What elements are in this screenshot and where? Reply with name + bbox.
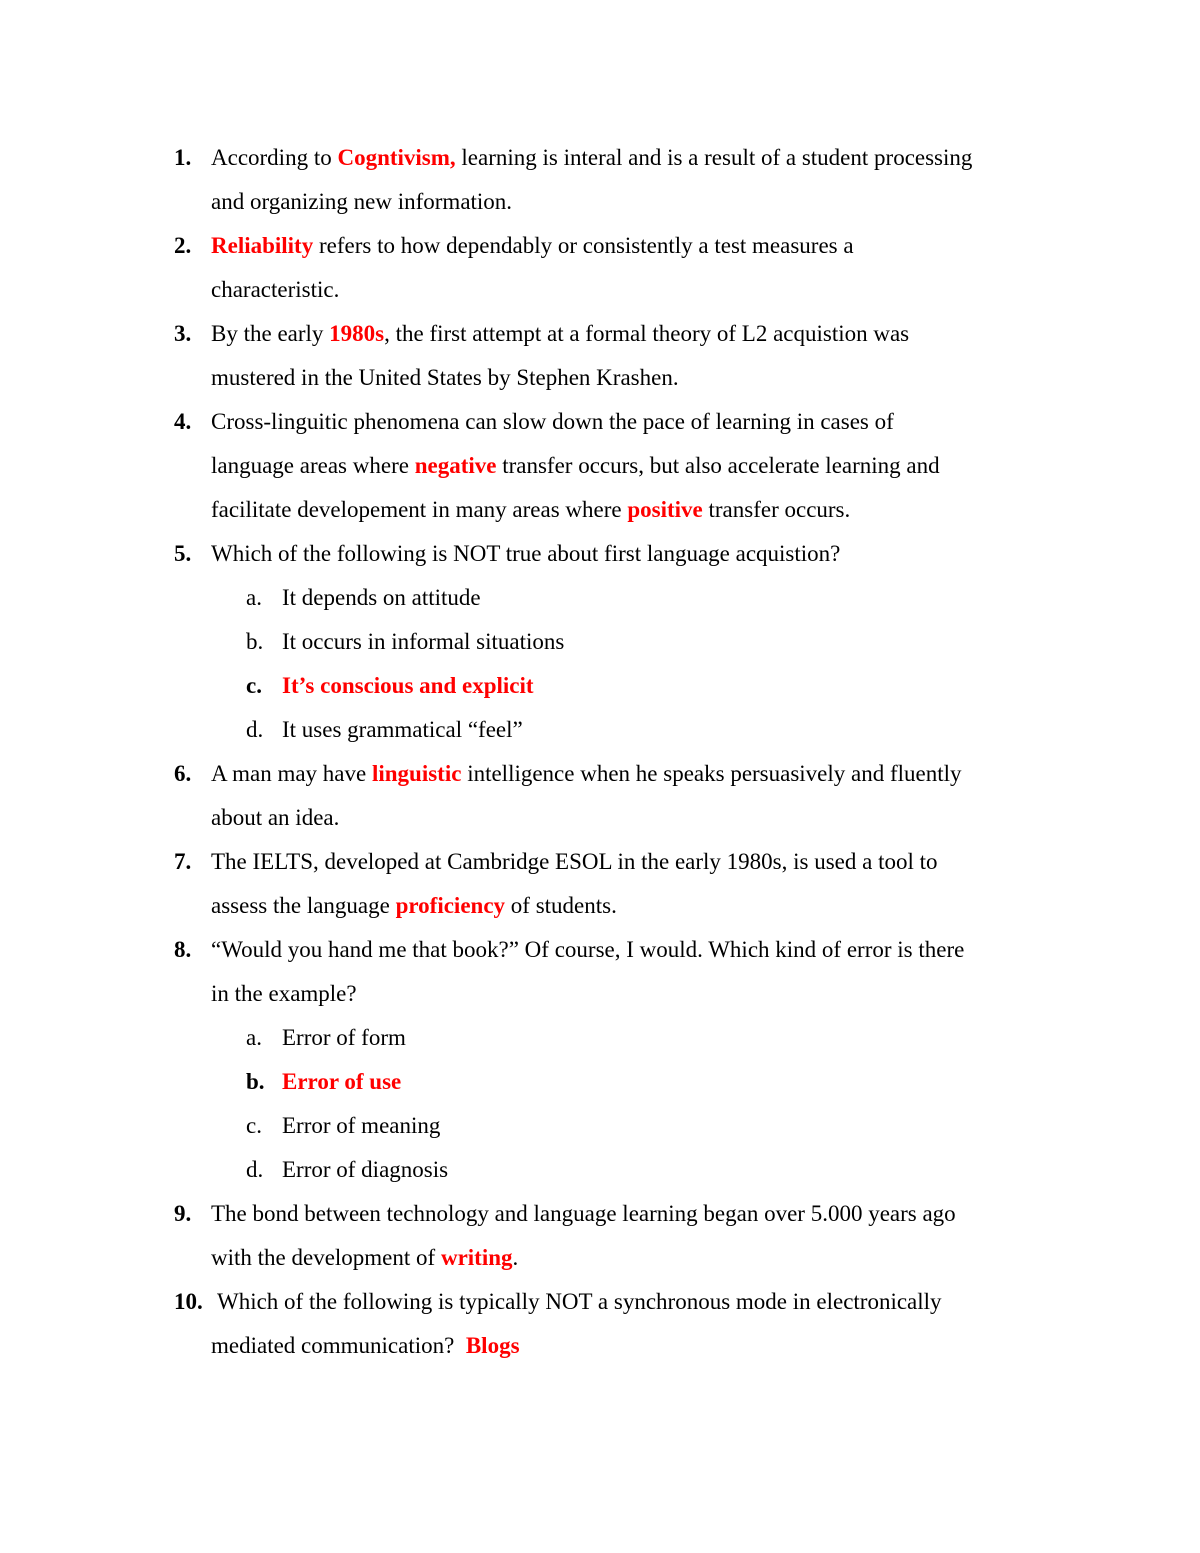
question-number: 8. [174, 937, 192, 962]
option-letter: c. [246, 1113, 262, 1138]
text-segment: of students. [505, 893, 617, 918]
text-segment: According to [211, 145, 338, 170]
question-number: 5. [174, 541, 192, 566]
question-number: 4. [174, 409, 192, 434]
answer-highlight: negative [414, 453, 497, 478]
question-text [211, 1333, 520, 1359]
option-letter: c. [246, 673, 262, 698]
answer-highlight: positive [627, 497, 703, 522]
option-letter: b. [246, 629, 264, 654]
question-text [211, 321, 909, 347]
question-text [211, 145, 972, 171]
text-segment: , the first attempt at a formal theory of L2 acquistion was [384, 321, 910, 346]
text-segment: A man may have [211, 761, 372, 786]
answer-highlight: Blogs [465, 1333, 520, 1358]
question-number: 1. [174, 145, 192, 170]
option-text: It occurs in informal situations [282, 629, 565, 654]
question-number: 3. [174, 321, 192, 346]
question-number: 10. [174, 1289, 203, 1314]
answer-highlight: 1980s [329, 321, 385, 346]
question-text [211, 1245, 518, 1271]
question-text: Which of the following is typically NOT a synchronous mode in electronically [217, 1289, 942, 1314]
question-text: Cross-linguitic phenomena can slow down the pace of learning in cases of [211, 409, 894, 434]
text-segment: learning is interal and is a result of a student processing [455, 145, 973, 170]
text-segment: transfer occurs. [702, 497, 851, 522]
question-text [211, 497, 850, 523]
question-text [211, 233, 854, 259]
option-letter: d. [246, 1157, 264, 1182]
question-text [211, 761, 962, 787]
option-text: It depends on attitude [282, 585, 481, 610]
answer-highlight: proficiency [395, 893, 506, 918]
question-text: The IELTS, developed at Cambridge ESOL in the early 1980s, is used a tool to [211, 849, 938, 874]
option-text: It uses grammatical “feel” [282, 717, 523, 742]
question-text: “Would you hand me that book?” Of course, I would. Which kind of error is there [211, 937, 965, 962]
question-number: 7. [174, 849, 192, 874]
text-segment: facilitate developement in many areas where [211, 497, 628, 522]
text-segment: intelligence when he speaks persuasively and fluently [461, 761, 962, 786]
answer-highlight: linguistic [371, 761, 462, 786]
answer-highlight: writing [440, 1245, 513, 1270]
option-letter: a. [246, 1025, 262, 1050]
option-text: Error of diagnosis [282, 1157, 449, 1182]
text-segment: with the development of [211, 1245, 441, 1270]
question-number: 6. [174, 761, 192, 786]
answer-highlight: Cogntivism, [337, 145, 456, 170]
question-text: mustered in the United States by Stephen Krashen. [211, 365, 679, 390]
option-text: Error of meaning [282, 1113, 441, 1138]
option-letter: b. [246, 1069, 265, 1094]
text-segment: mediated communication? [211, 1333, 466, 1358]
option-text: Error of form [282, 1025, 406, 1050]
question-text: characteristic. [211, 277, 340, 302]
question-text [211, 893, 617, 919]
question-number: 9. [174, 1201, 192, 1226]
text-segment: By the early [211, 321, 330, 346]
answer-highlight: Reliability [211, 233, 314, 258]
question-text: Which of the following is NOT true about first language acquistion? [211, 541, 841, 566]
question-text: The bond between technology and language learning began over 5.000 years ago [211, 1201, 956, 1226]
question-text [211, 453, 940, 479]
text-segment: refers to how dependably or consistently a test measures a [313, 233, 854, 258]
question-text: in the example? [211, 981, 357, 1006]
option-text-answer: Error of use [282, 1069, 402, 1094]
question-text: about an idea. [211, 805, 340, 830]
option-letter: d. [246, 717, 264, 742]
question-number: 2. [174, 233, 192, 258]
option-text-answer: It’s conscious and explicit [282, 673, 534, 698]
question-text: and organizing new information. [211, 189, 513, 214]
text-segment: . [512, 1245, 519, 1270]
text-segment: transfer occurs, but also accelerate learning and [496, 453, 940, 478]
text-segment: assess the language [211, 893, 396, 918]
text-segment: language areas where [211, 453, 415, 478]
option-letter: a. [246, 585, 262, 610]
